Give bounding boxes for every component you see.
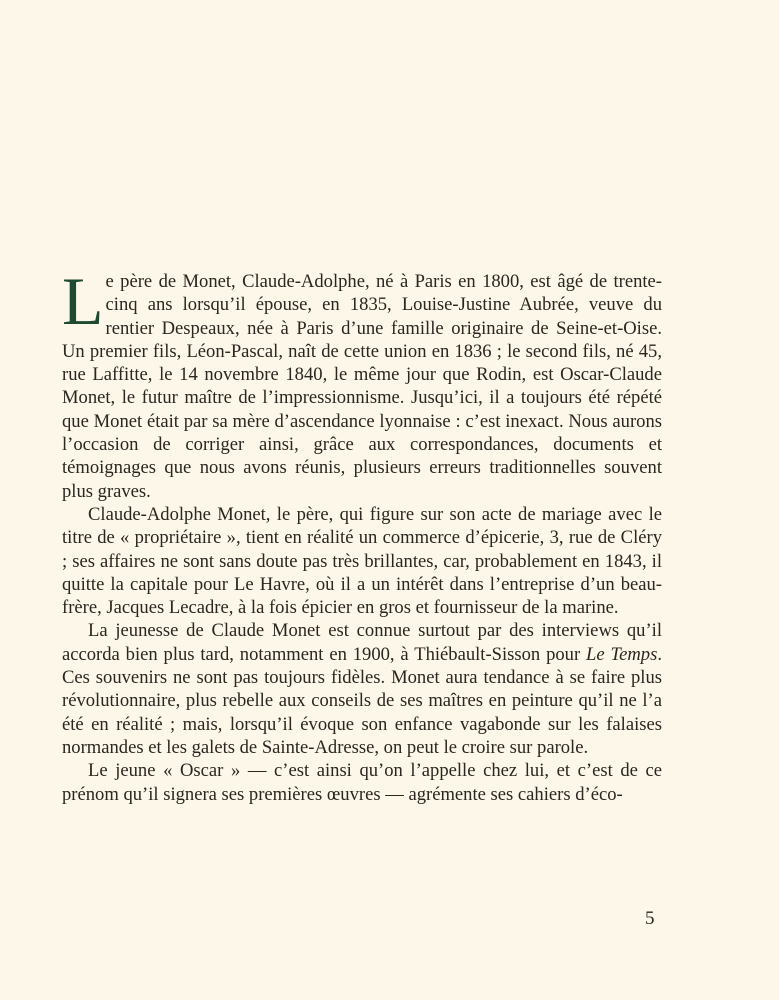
paragraph-3-text-before: La jeunesse de Claude Monet est connue surtout par des interviews qu’il accorda bien plus tard, notamment en 1900, à Thiébault-Sisson pour bbox=[62, 620, 662, 665]
paragraph-2: Claude-Adolphe Monet, le père, qui figure sur son acte de mariage avec le titre de « propriétaire », tient en réalité un commerce d’épicerie, 3, rue de Cléry ; ses affaires ne sont sans doute pas très brillantes, car, probablement en 1843, il quitte la capitale pour Le Havre, où il a un intérêt dans l’entreprise d’un beau-frère, Jacques Lecadre, à la fois épicier en gros et fournisseur de la marine. bbox=[62, 503, 662, 619]
paragraph-1 bbox=[62, 263, 662, 503]
paragraph-3-text-after: . Ces souvenirs ne sont pas toujours fidèles. Monet aura tendance à se faire plus révolutionnaire, plus rebelle aux conseils de ses maîtres en peinture qu’il ne l’a été en réalité ; mais, lorsqu’il évoque son enfance vagabonde sur les falaises normandes et les galets de Sainte-Adresse, on peut le croire sur parole. bbox=[62, 643, 662, 758]
body-text bbox=[62, 263, 662, 806]
paragraph-3 bbox=[62, 619, 662, 759]
paragraph-4: Le jeune « Oscar » — c’est ainsi qu’on l’appelle chez lui, et c’est de ce prénom qu’il signera ses premières œuvres — agrémente ses cahiers d’éco- bbox=[62, 760, 662, 805]
drop-cap: L bbox=[62, 263, 104, 339]
paragraph-1-text: e père de Monet, Claude-Adolphe, né à Paris en 1800, est âgé de trente-cinq ans lorsqu’il épouse, en 1835, Louise-Justine Aubrée, veuve du rentier Despeaux, née à Paris d’une famille originaire de Seine-et-Oise. Un premier fils, Léon-Pascal, naît de cette union en 1836 ; le second fils, né 45, rue Laffitte, le 14 novembre 1840, le même jour que Rodin, est Oscar-Claude Monet, le futur maître de l’impressionnisme. Jusqu’ici, il a toujours été répété que Monet était par sa mère d’ascendance lyonnaise : c’est inexact. Nous aurons l’occasion de corriger ainsi, grâce aux correspondances, documents et témoignages que nous avons réunis, plusieurs erreurs traditionnelles souvent plus graves. bbox=[62, 271, 662, 502]
page-number: 5 bbox=[645, 908, 655, 929]
newspaper-title: Le Temps bbox=[586, 643, 658, 665]
